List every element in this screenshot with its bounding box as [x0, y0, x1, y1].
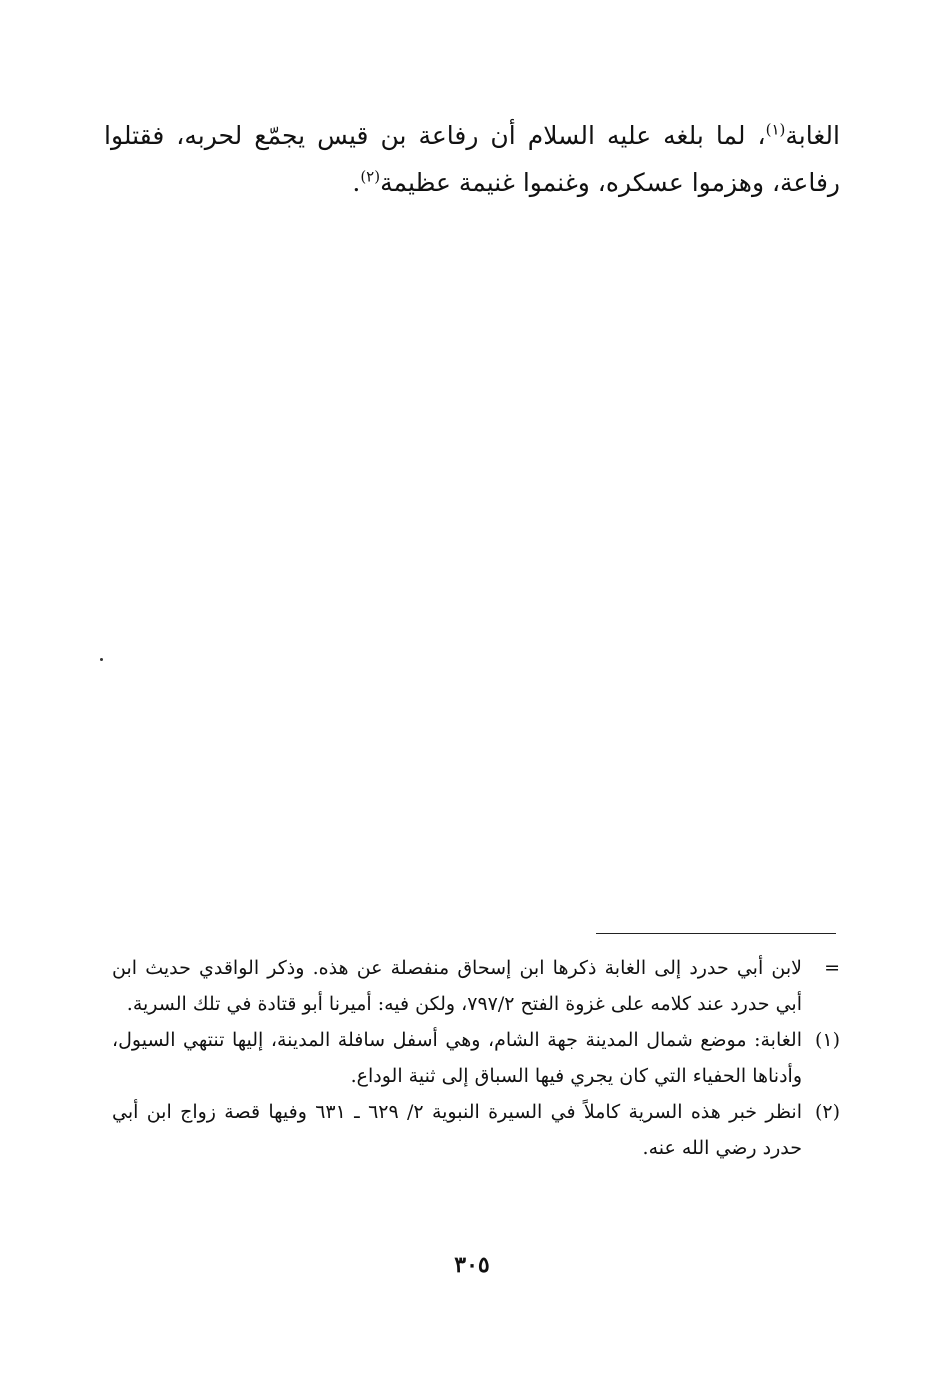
footnote-marker: =	[824, 957, 840, 979]
main-text-block	[104, 112, 840, 206]
scan-speck	[100, 658, 103, 661]
main-text-part-2: ، لما بلغه عليه السلام أن رفاعة بن قيس يجمّع لحربه، فقتلوا رفاعة، وهزموا عسكره، وغنموا غنيمة عظيمة	[104, 121, 840, 197]
footnote-text: لابن أبي حدرد إلى الغابة ذكرها ابن إسحاق منفصلة عن هذه. وذكر الواقدي حديث ابن أبي حدرد عند كلامه على غزوة الفتح ٧٩٧/٢، ولكن فيه: أميرنا أبو قتادة في تلك السرية.	[112, 957, 802, 1015]
footnote-text: الغابة: موضع شمال المدينة جهة الشام، وهي أسفل سافلة المدينة، إليها تنتهي السيول، وأدناها الحفياء التي كان يجري فيها السباق إلى ثنية الوداع.	[112, 1029, 802, 1087]
footnote-reference-2[interactable]: (٢)	[360, 167, 381, 186]
footnote-continuation	[112, 950, 840, 1022]
footnote-marker: (٢)	[814, 1101, 840, 1123]
footnote-separator	[596, 933, 836, 934]
footnote-reference-1[interactable]: (١)	[765, 120, 786, 139]
main-text-part-3: .	[352, 168, 361, 197]
footnote-1	[112, 1022, 840, 1094]
footnote-text: انظر خبر هذه السرية كاملاً في السيرة النبوية ٢/ ٦٢٩ ـ ٦٣١ وفيها قصة زواج ابن أبي حدرد رضي الله عنه.	[112, 1101, 803, 1159]
footnote-2	[112, 1094, 840, 1166]
footnotes-section	[112, 950, 840, 1166]
main-paragraph	[104, 112, 840, 206]
page-number: ٣٠٥	[454, 1252, 490, 1278]
main-text-part-1: الغابة	[785, 121, 840, 150]
footnote-marker: (١)	[814, 1029, 840, 1051]
